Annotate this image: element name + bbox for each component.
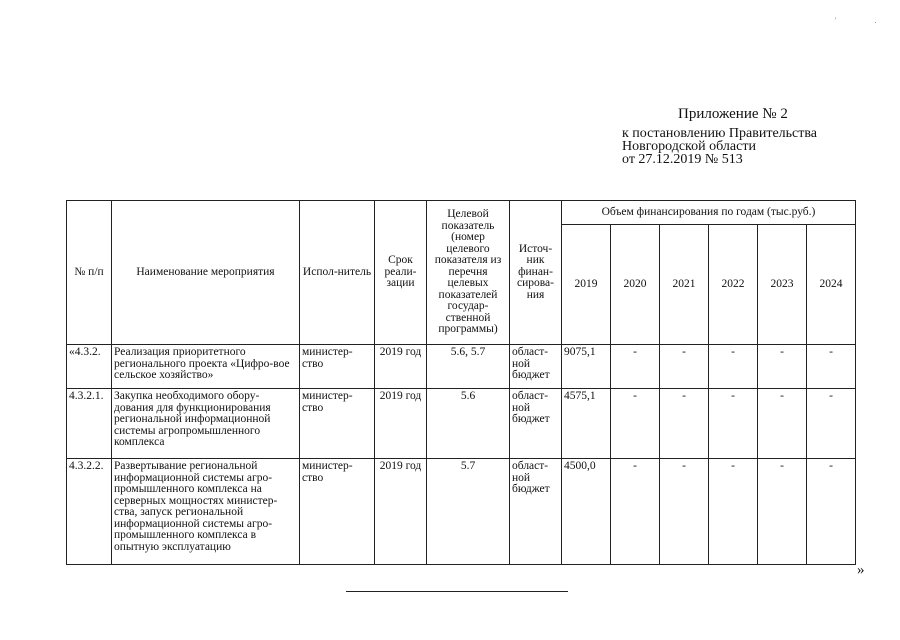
appendix-line-1: к постановлению Правительства [622, 126, 818, 141]
row-value: - [611, 345, 660, 389]
row-indicator: 5.6, 5.7 [427, 345, 510, 389]
appendix-line-2: Новгородской области [622, 139, 756, 154]
row-indicator: 5.7 [427, 459, 510, 565]
row-value: - [758, 389, 807, 459]
row-term: 2019 год [375, 345, 427, 389]
header-year: 2021 [660, 225, 709, 345]
funding-table [66, 200, 856, 565]
row-value: - [660, 345, 709, 389]
row-value: - [807, 459, 856, 565]
row-term: 2019 год [375, 389, 427, 459]
row-source: област-ной бюджет [510, 459, 562, 565]
row-value: - [709, 345, 758, 389]
row-name: Развертывание региональной информационной системы агро-промышленного комплекса на серверных мощностях министер-ства, запуск региональной информационной системы агро-промышленного комплекса в опытную эксплуатацию [112, 459, 300, 565]
table-row [67, 459, 856, 565]
header-year: 2024 [807, 225, 856, 345]
row-executor: министер-ство [300, 345, 375, 389]
row-value: - [758, 345, 807, 389]
row-value: - [709, 389, 758, 459]
row-num: 4.3.2.1. [67, 389, 112, 459]
header-name: Наименование мероприятия [112, 201, 300, 345]
row-source: област-ной бюджет [510, 389, 562, 459]
appendix-line-3: от 27.12.2019 № 513 [622, 152, 743, 167]
row-source: област-ной бюджет [510, 345, 562, 389]
row-value: 9075,1 [562, 345, 611, 389]
header-year: 2022 [709, 225, 758, 345]
row-value: - [611, 389, 660, 459]
closing-quote: » [857, 562, 865, 578]
header-term: Срок реали-зации [375, 201, 427, 345]
table-row [67, 345, 856, 389]
row-value: - [807, 389, 856, 459]
row-value: - [709, 459, 758, 565]
row-value: - [660, 389, 709, 459]
header-source: Источ-ник финан-сирова-ния [510, 201, 562, 345]
row-num: «4.3.2. [67, 345, 112, 389]
row-indicator: 5.6 [427, 389, 510, 459]
row-num: 4.3.2.2. [67, 459, 112, 565]
row-value: - [758, 459, 807, 565]
scan-marks: ' . [835, 16, 895, 25]
header-funding: Объем финансирования по годам (тыс.руб.) [562, 201, 856, 225]
header-year: 2023 [758, 225, 807, 345]
row-executor: министер-ство [300, 389, 375, 459]
row-value: - [611, 459, 660, 565]
header-indicator: Целевой показатель (номер целевого показателя из перечня целевых показателей государ-ственной программы) [427, 201, 510, 345]
row-value: 4575,1 [562, 389, 611, 459]
header-year: 2019 [562, 225, 611, 345]
row-name: Реализация приоритетного регионального проекта «Цифро-вое сельское хозяйство» [112, 345, 300, 389]
row-name: Закупка необходимого обору-дования для функционирования региональной информационной системы агропромышленного комплекса [112, 389, 300, 459]
row-value: - [660, 459, 709, 565]
header-num: № п/п [67, 201, 112, 345]
header-executor: Испол-нитель [300, 201, 375, 345]
row-term: 2019 год [375, 459, 427, 565]
row-value: - [807, 345, 856, 389]
row-executor: министер-ство [300, 459, 375, 565]
row-value: 4500,0 [562, 459, 611, 565]
appendix-block [622, 108, 817, 166]
appendix-title: Приложение № 2 [678, 106, 788, 122]
header-year: 2020 [611, 225, 660, 345]
table-row [67, 389, 856, 459]
footer-divider [346, 591, 568, 592]
